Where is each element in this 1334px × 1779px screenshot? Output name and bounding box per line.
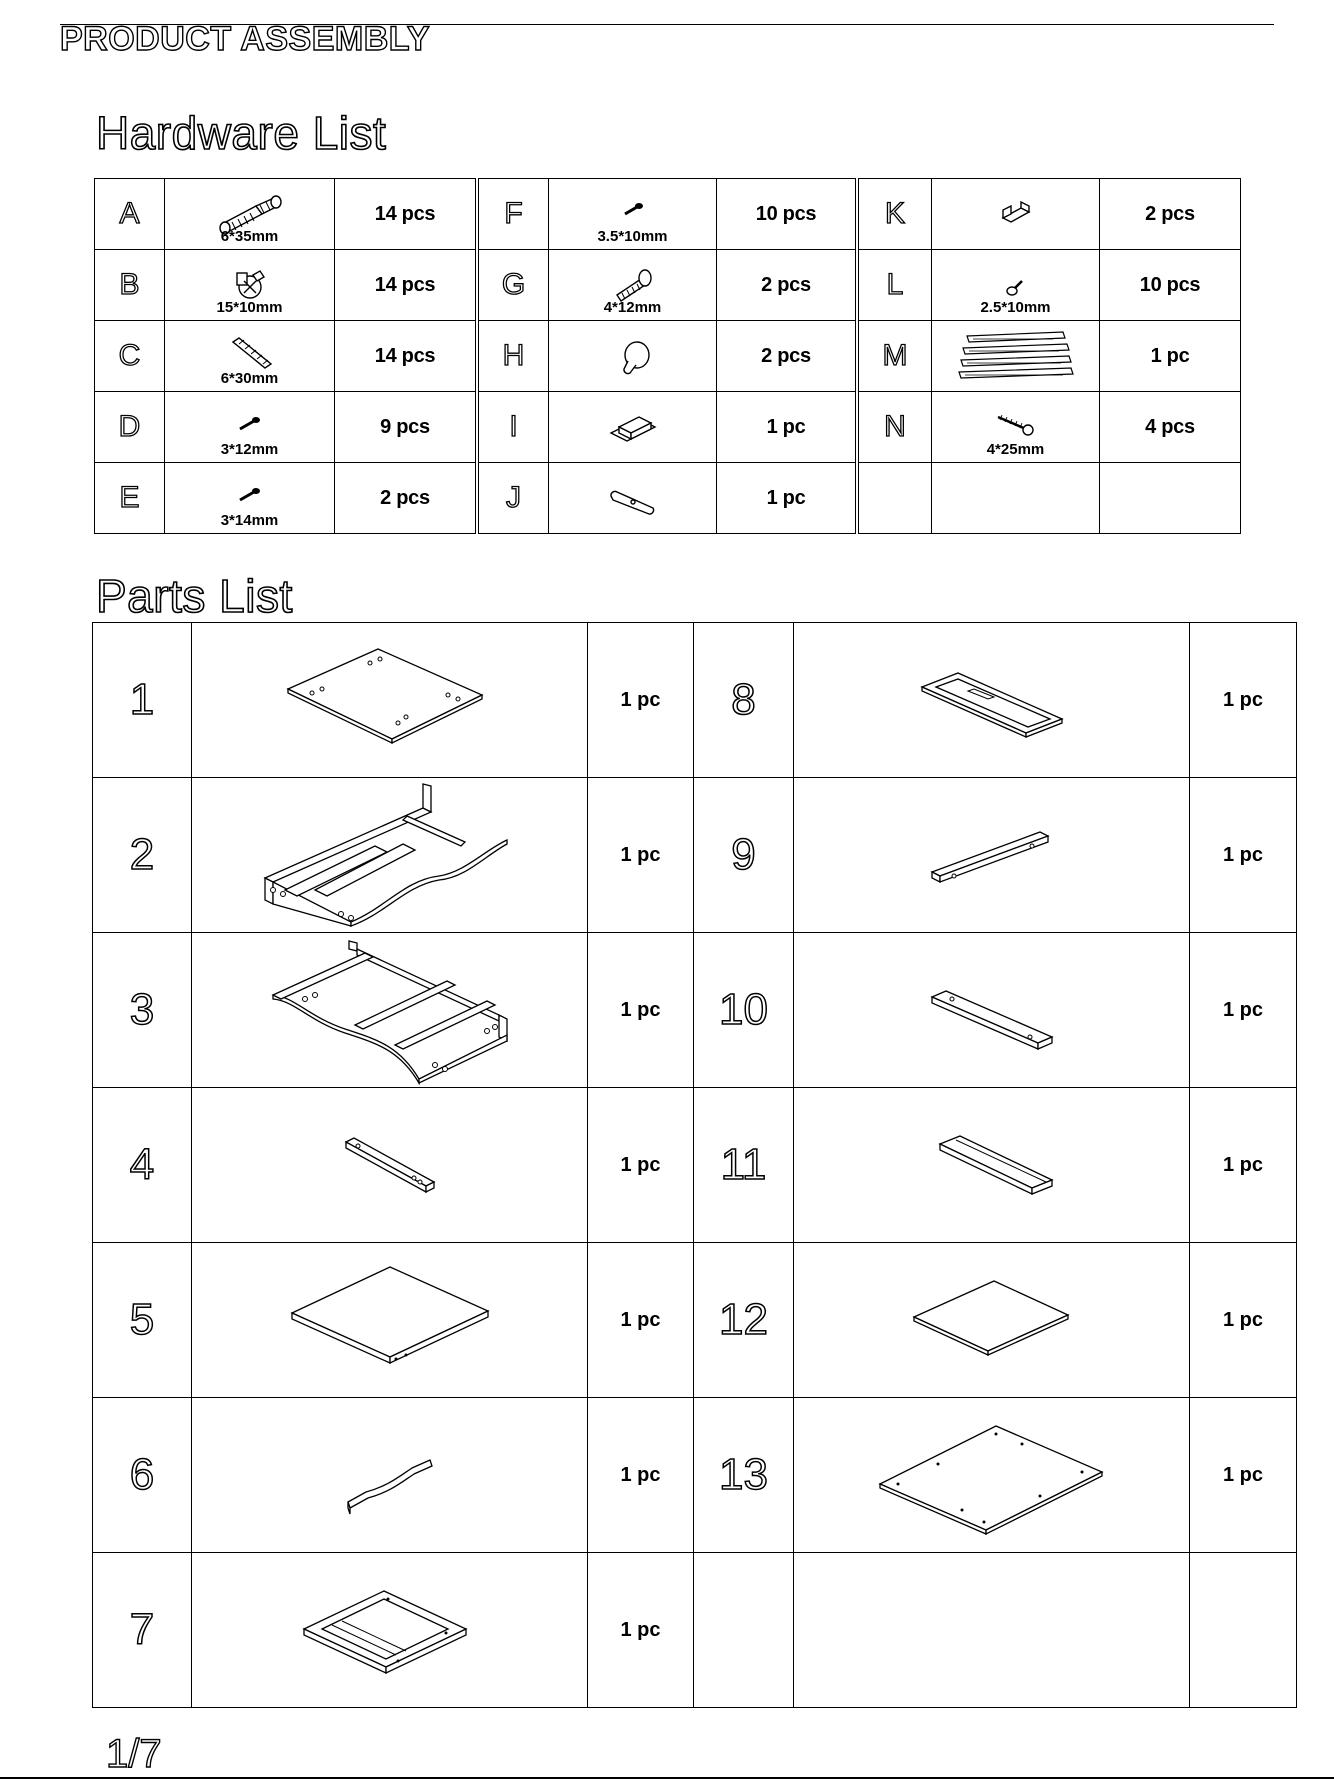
hardware-qty: 1 pc xyxy=(717,392,856,463)
hardware-size: 6*35mm xyxy=(220,228,279,245)
hardware-letter: M xyxy=(859,321,932,392)
parts-row xyxy=(93,1553,1297,1708)
hardware-row-e xyxy=(95,463,476,534)
hardware-qty: 10 pcs xyxy=(717,179,856,250)
hardware-qty: 14 pcs xyxy=(335,321,476,392)
hardware-letter: D xyxy=(95,392,165,463)
drawer-back-icon xyxy=(872,1100,1112,1230)
drawer-frame-icon xyxy=(270,1565,510,1695)
parts-row xyxy=(93,933,1297,1088)
hardware-qty: 2 pcs xyxy=(717,321,856,392)
hardware-letter: N xyxy=(859,392,932,463)
magnetic-catch-icon xyxy=(603,405,663,449)
drawer-side-icon xyxy=(872,945,1112,1075)
part-number: 1 xyxy=(93,623,192,778)
part-qty: 1 pc xyxy=(1190,1243,1297,1398)
hardware-qty: 2 pcs xyxy=(335,463,476,534)
strike-plate-icon xyxy=(603,476,663,520)
drawer-slides-icon xyxy=(953,328,1079,384)
hardware-row-l xyxy=(859,250,1241,321)
hardware-qty: 2 pcs xyxy=(1100,179,1241,250)
part-qty: 1 pc xyxy=(588,623,694,778)
drawer-bottom-icon xyxy=(872,1255,1112,1385)
part-qty: 1 pc xyxy=(588,778,694,933)
hardware-row-m xyxy=(859,321,1241,392)
hardware-size: 6*30mm xyxy=(220,370,279,387)
hardware-letter: B xyxy=(95,250,165,321)
knob-icon xyxy=(608,331,658,381)
hardware-size: 3*12mm xyxy=(220,441,279,458)
side-frame-icon xyxy=(255,780,525,930)
part-number: 10 xyxy=(694,933,794,1088)
parts-row xyxy=(93,623,1297,778)
part-number: 9 xyxy=(694,778,794,933)
part-number: 4 xyxy=(93,1088,192,1243)
hardware-table-2 xyxy=(478,178,856,534)
hardware-row-g xyxy=(479,250,856,321)
hardware-letter: H xyxy=(479,321,549,392)
hardware-row-b xyxy=(95,250,476,321)
part-qty: 1 pc xyxy=(1190,623,1297,778)
hardware-row-h xyxy=(479,321,856,392)
hardware-row-k xyxy=(859,179,1241,250)
page-header-title: PRODUCT ASSEMBLY xyxy=(60,20,431,58)
hardware-letter: F xyxy=(479,179,549,250)
hardware-table-1 xyxy=(94,178,476,534)
hardware-row-d xyxy=(95,392,476,463)
part-number: 8 xyxy=(694,623,794,778)
parts-row xyxy=(93,1243,1297,1398)
part-number: 5 xyxy=(93,1243,192,1398)
hardware-size: 15*10mm xyxy=(216,299,283,316)
hardware-qty: 1 pc xyxy=(1100,321,1241,392)
hardware-list-title: Hardware List xyxy=(96,107,387,159)
page-number: 1/7 xyxy=(106,1732,162,1776)
hardware-row-j xyxy=(479,463,856,534)
hardware-size: 4*12mm xyxy=(603,299,662,316)
parts-row xyxy=(93,778,1297,933)
part-number: 3 xyxy=(93,933,192,1088)
curved-rail-icon xyxy=(270,1410,510,1540)
part-number: 7 xyxy=(93,1553,192,1708)
hardware-size: 2.5*10mm xyxy=(980,299,1051,316)
hardware-size: 3*14mm xyxy=(220,512,279,529)
hardware-qty: 14 pcs xyxy=(335,250,476,321)
hardware-table-3 xyxy=(858,178,1241,534)
hardware-qty: 9 pcs xyxy=(335,392,476,463)
hardware-letter: G xyxy=(479,250,549,321)
back-panel-icon xyxy=(872,1410,1112,1540)
hardware-row-empty xyxy=(859,463,1241,534)
parts-row xyxy=(93,1398,1297,1553)
hardware-qty: 2 pcs xyxy=(717,250,856,321)
hardware-letter: L xyxy=(859,250,932,321)
hardware-letter: J xyxy=(479,463,549,534)
part-number: 13 xyxy=(694,1398,794,1553)
hardware-row-f xyxy=(479,179,856,250)
parts-list-title: Parts List xyxy=(96,570,293,622)
hardware-size: 4*25mm xyxy=(986,441,1045,458)
hardware-row-a xyxy=(95,179,476,250)
shelf-panel-icon xyxy=(270,1255,510,1385)
hardware-letter: C xyxy=(95,321,165,392)
part-number: 11 xyxy=(694,1088,794,1243)
part-qty: 1 pc xyxy=(588,933,694,1088)
hardware-letter: I xyxy=(479,392,549,463)
part-qty: 1 pc xyxy=(588,1243,694,1398)
hardware-letter: A xyxy=(95,179,165,250)
part-number: 2 xyxy=(93,778,192,933)
part-qty: 1 pc xyxy=(1190,778,1297,933)
bracket-icon xyxy=(991,192,1041,236)
top-panel-icon xyxy=(270,635,510,765)
hardware-qty: 4 pcs xyxy=(1100,392,1241,463)
part-qty: 1 pc xyxy=(588,1398,694,1553)
drawer-side-icon xyxy=(872,790,1112,920)
part-number: 6 xyxy=(93,1398,192,1553)
part-number: 12 xyxy=(694,1243,794,1398)
hardware-row-n xyxy=(859,392,1241,463)
hardware-qty: 14 pcs xyxy=(335,179,476,250)
part-qty: 1 pc xyxy=(1190,1398,1297,1553)
hardware-size: 3.5*10mm xyxy=(597,228,668,245)
part-qty: 1 pc xyxy=(1190,933,1297,1088)
part-qty: 1 pc xyxy=(588,1088,694,1243)
parts-row xyxy=(93,1088,1297,1243)
hardware-qty: 1 pc xyxy=(717,463,856,534)
hardware-letter: K xyxy=(859,179,932,250)
side-frame-icon xyxy=(255,935,525,1085)
hardware-qty: 10 pcs xyxy=(1100,250,1241,321)
parts-table xyxy=(92,622,1297,1708)
part-qty: 1 pc xyxy=(1190,1088,1297,1243)
hardware-letter: E xyxy=(95,463,165,534)
drawer-front-icon xyxy=(872,635,1112,765)
hardware-row-c xyxy=(95,321,476,392)
hardware-row-i xyxy=(479,392,856,463)
rail-icon xyxy=(270,1100,510,1230)
part-qty: 1 pc xyxy=(588,1553,694,1708)
